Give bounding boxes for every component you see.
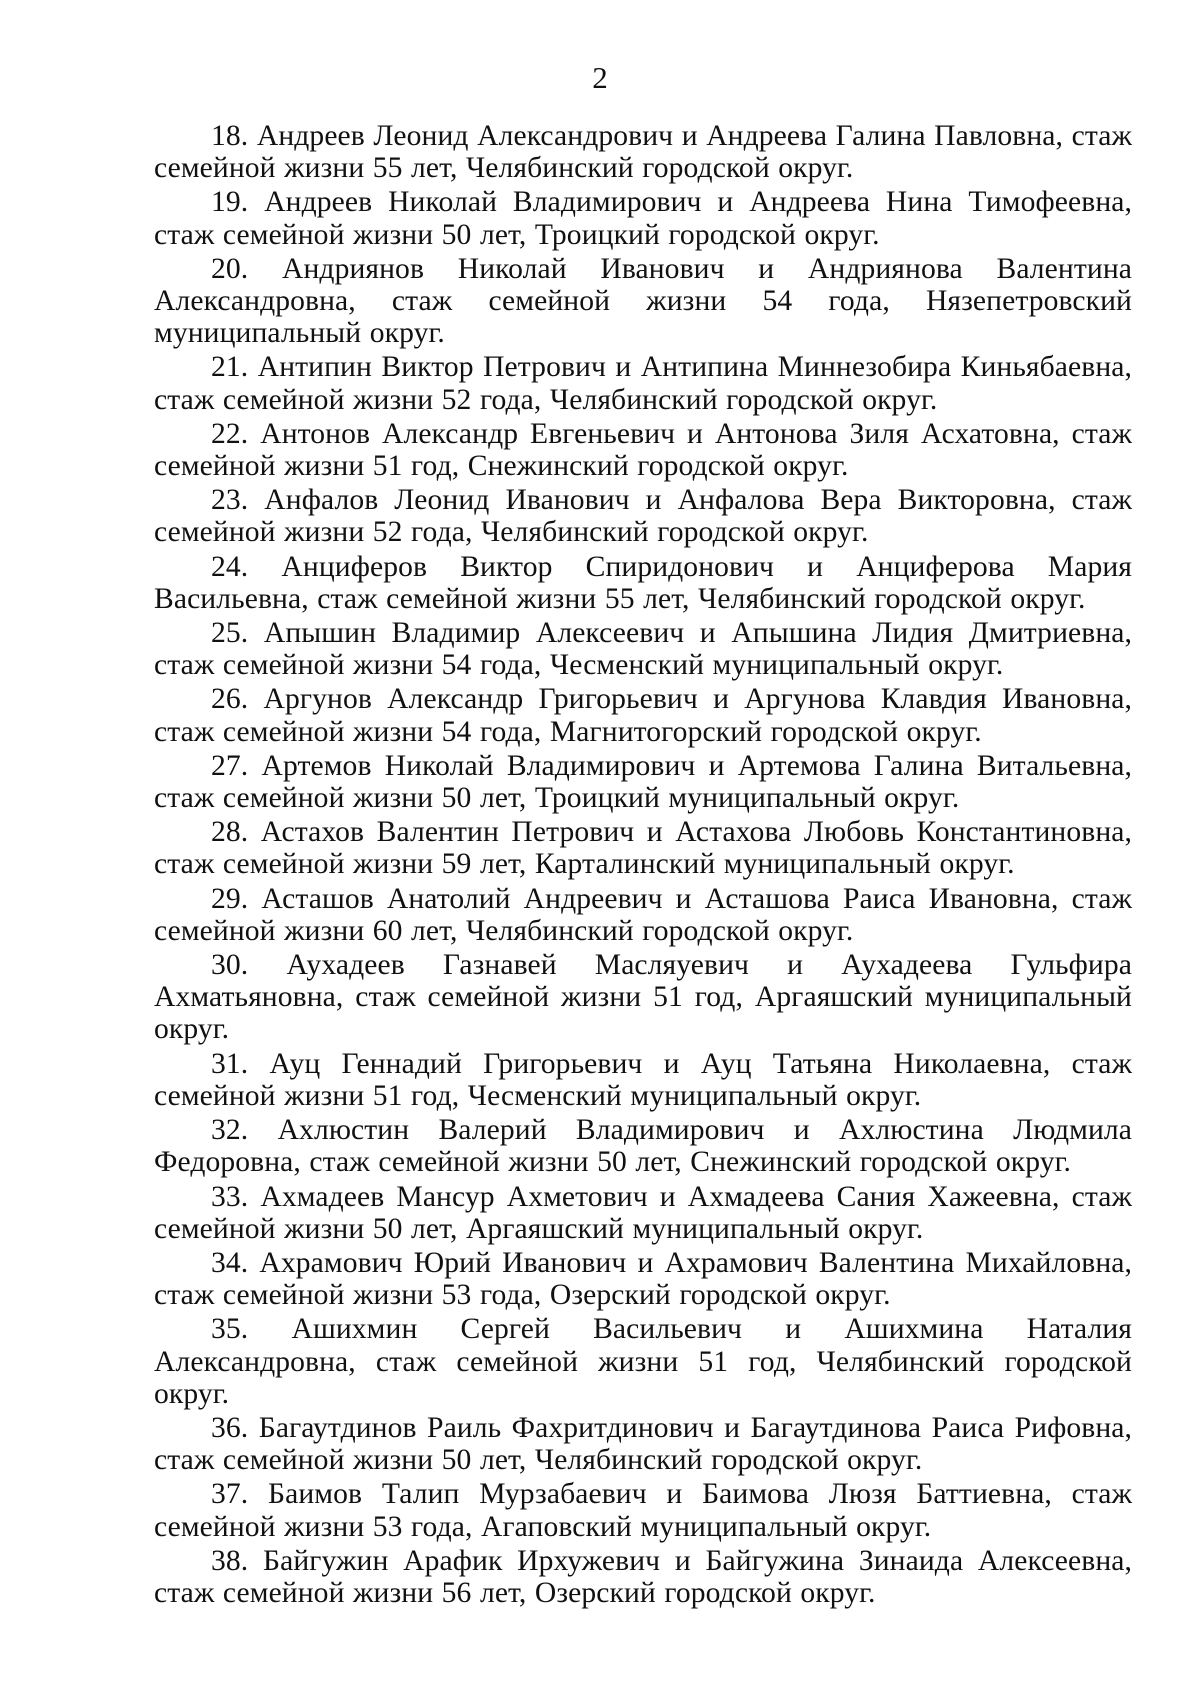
- list-item: [154, 816, 1132, 880]
- entry-list: [154, 120, 1132, 1611]
- entry-text: Ахрамович Юрий Иванович и Ахрамович Валентина Михайловна, стаж семейной жизни 53 года, Озерский городской округ.: [154, 1246, 1132, 1312]
- entry-text: Апышин Владимир Алексеевич и Апышина Лидия Дмитриевна, стаж семейной жизни 54 года, Чесменский муниципальный округ.: [154, 617, 1132, 682]
- entry-text: Анциферов Виктор Спиридонович и Анциферова Мария Васильевна, стаж семейной жизни 55 лет, Челябинский городской округ.: [154, 550, 1133, 615]
- entry-text: Андреев Леонид Александрович и Андреева Галина Павловна, стаж семейной жизни 55 лет, Челябинский городской округ.: [154, 120, 1132, 185]
- list-item: [154, 1048, 1132, 1112]
- list-item: [154, 683, 1132, 747]
- entry-text: Багаутдинов Раиль Фахритдинович и Багаутдинова Раиса Рифовна, стаж семейной жизни 50 лет, Челябинский городской округ.: [154, 1411, 1132, 1477]
- entry-text: Антонов Александр Евгеньевич и Антонова Зиля Асхатовна, стаж семейной жизни 51 год, Снежинский городской округ.: [154, 417, 1132, 483]
- entry-text: Анфалов Леонид Иванович и Анфалова Вера Викторовна, стаж семейной жизни 52 года, Челябинский городской округ.: [154, 484, 1132, 549]
- entry-text: Андриянов Николай Иванович и Андриянова Валентина Александровна, стаж семейной жизни 54 года, Нязепетровский муниципальный округ.: [154, 252, 1132, 350]
- entry-number: 28.: [211, 816, 249, 849]
- entry-text: Антипин Виктор Петрович и Антипина Миннезобира Киньябаевна, стаж семейной жизни 52 года, Челябинский городской округ.: [154, 351, 1132, 416]
- entry-text: Астахов Валентин Петрович и Астахова Любовь Константиновна, стаж семейной жизни 59 лет, Карталинский муниципальный округ.: [154, 816, 1133, 881]
- entry-text: Артемов Николай Владимирович и Артемова Галина Витальевна, стаж семейной жизни 50 лет, Троицкий муниципальный округ.: [154, 749, 1133, 815]
- entry-text: Ашихмин Сергей Васильевич и Ашихмина Наталия Александровна, стаж семейной жизни 51 год, Челябинский городской округ.: [154, 1313, 1132, 1410]
- entry-number: 20.: [211, 252, 249, 285]
- entry-number: 32.: [211, 1114, 249, 1147]
- list-item: [154, 1181, 1132, 1245]
- entry-text: Ахмадеев Мансур Ахметович и Ахмадеева Сания Хажеевна, стаж семейной жизни 50 лет, Аргаяшский муниципальный округ.: [154, 1180, 1133, 1245]
- list-item: [154, 1412, 1132, 1476]
- list-item: [154, 551, 1132, 615]
- entry-text: Аргунов Александр Григорьевич и Аргунова Клавдия Ивановна, стаж семейной жизни 54 года, Магнитогорский городской округ.: [154, 683, 1132, 748]
- entry-number: 21.: [211, 351, 249, 384]
- list-item: [154, 1114, 1132, 1178]
- list-item: [154, 883, 1132, 947]
- entry-number: 29.: [211, 882, 249, 915]
- entry-number: 25.: [211, 617, 249, 650]
- entry-number: 31.: [211, 1047, 249, 1080]
- list-item: [154, 1478, 1132, 1542]
- list-item: [154, 1247, 1132, 1311]
- entry-number: 37.: [211, 1478, 249, 1511]
- entry-number: 27.: [211, 749, 249, 782]
- list-item: [154, 484, 1132, 548]
- list-item: [154, 120, 1132, 184]
- list-item: [154, 750, 1132, 814]
- list-item: [154, 186, 1132, 250]
- entry-text: Байгужин Арафик Ирхужевич и Байгужина Зинаида Алексеевна, стаж семейной жизни 56 лет, Озерский городской округ.: [154, 1544, 1133, 1609]
- entry-text: Ахлюстин Валерий Владимирович и Ахлюстина Людмила Федоровна, стаж семейной жизни 50 лет, Снежинский городской округ.: [154, 1114, 1132, 1179]
- entry-text: Асташов Анатолий Андреевич и Асташова Раиса Ивановна, стаж семейной жизни 60 лет, Челябинский городской округ.: [154, 882, 1132, 947]
- entry-number: 26.: [211, 683, 249, 716]
- entry-text: Ауц Геннадий Григорьевич и Ауц Татьяна Николаевна, стаж семейной жизни 51 год, Чесменский муниципальный округ.: [154, 1047, 1133, 1112]
- list-item: [154, 949, 1132, 1046]
- entry-number: 34.: [211, 1246, 249, 1279]
- list-item: [154, 351, 1132, 415]
- entry-number: 23.: [211, 484, 249, 517]
- entry-number: 30.: [211, 949, 249, 982]
- entry-number: 35.: [211, 1313, 249, 1346]
- list-item: [154, 1545, 1132, 1609]
- entry-text: Аухадеев Газнавей Масляуевич и Аухадеева Гульфира Ахматьяновна, стаж семейной жизни 51 год, Аргаяшский муниципальный округ.: [154, 949, 1133, 1046]
- entry-text: Баимов Талип Мурзабаевич и Баимова Люзя Баттиевна, стаж семейной жизни 53 года, Агаповский муниципальный округ.: [154, 1478, 1133, 1543]
- list-item: [154, 418, 1132, 482]
- list-item: [154, 617, 1132, 681]
- list-item: [154, 253, 1132, 350]
- entry-number: 18.: [211, 120, 249, 152]
- page-number: 2: [592, 60, 608, 95]
- entry-number: 36.: [211, 1411, 249, 1444]
- entry-number: 19.: [211, 186, 249, 219]
- entry-number: 38.: [211, 1544, 249, 1577]
- entry-number: 33.: [211, 1180, 249, 1213]
- entry-number: 24.: [211, 550, 249, 583]
- entry-text: Андреев Николай Владимирович и Андреева Нина Тимофеевна, стаж семейной жизни 50 лет, Троицкий городской округ.: [154, 186, 1132, 251]
- list-item: [154, 1313, 1132, 1410]
- entry-number: 22.: [211, 417, 249, 450]
